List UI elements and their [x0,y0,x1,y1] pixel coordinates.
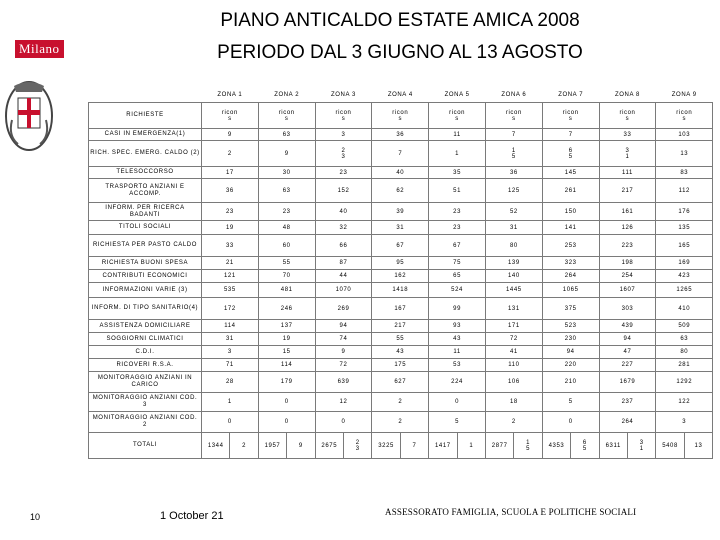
table-cell: 35 [429,167,486,179]
table-cell: 217 [599,179,656,203]
table-row [89,346,713,359]
table-cell: 161 [599,203,656,221]
table-cell: 7 [542,129,599,141]
table-cell: ricon s [258,103,315,129]
table-cell: 19 [258,333,315,346]
table-cell: 410 [656,298,713,320]
totals-cell: 3 1 [627,433,655,459]
table-cell: 18 [485,393,542,412]
table-cell: 423 [656,270,713,283]
table-cell: 51 [429,179,486,203]
table-cell: 43 [429,333,486,346]
table-cell: 5 [429,412,486,433]
totals-cell: 1417 [429,433,457,459]
column-header: ZONA 9 [656,88,713,103]
totals-cell: 9 [287,433,315,459]
table-cell: 12 [315,393,372,412]
table-cell: 165 [656,235,713,257]
table-cell: 6 5 [542,141,599,167]
table-cell: 55 [372,333,429,346]
table-cell: 36 [485,167,542,179]
table-cell: 31 [485,221,542,235]
table-cell: 23 [429,203,486,221]
column-header: ZONA 3 [315,88,372,103]
table-cell: 1 [429,141,486,167]
table-cell: 11 [429,346,486,359]
table-cell: ricon s [542,103,599,129]
table-cell: 524 [429,283,486,298]
header-row [89,88,713,103]
table-cell: 103 [656,129,713,141]
table-cell: 75 [429,257,486,270]
table-cell: 39 [372,203,429,221]
table-cell: 99 [429,298,486,320]
table-cell: 44 [315,270,372,283]
table-cell: 112 [656,179,713,203]
footer-office: ASSESSORATO FAMIGLIA, SCUOLA E POLITICHE SOCIALI [385,507,637,517]
table-cell: 40 [315,203,372,221]
table-cell: 114 [258,359,315,372]
table-cell: 9 [202,129,259,141]
table-cell: 254 [599,270,656,283]
totals-cell: 13 [684,433,712,459]
column-header: ZONA 1 [202,88,259,103]
column-header: ZONA 2 [258,88,315,103]
table-cell: 30 [258,167,315,179]
table-cell: 121 [202,270,259,283]
milano-logo: Milano [15,40,64,58]
table-cell: 94 [315,320,372,333]
table-cell: 523 [542,320,599,333]
table-cell: 15 [258,346,315,359]
totals-cell: 3225 [372,433,400,459]
table-row [89,412,713,433]
row-label: TITOLI SOCIALI [89,221,202,235]
table-cell: 167 [372,298,429,320]
table-cell: 264 [542,270,599,283]
table-cell: 131 [485,298,542,320]
row-label: ASSISTENZA DOMICILIARE [89,320,202,333]
table-cell: 481 [258,283,315,298]
row-label: MONITORAGGIO ANZIANI COD. 2 [89,412,202,433]
table-row [89,167,713,179]
table-cell: 3 [202,346,259,359]
row-label: INFORM. DI TIPO SANITARIO(4) [89,298,202,320]
row-label: INFORMAZIONI VARIE (3) [89,283,202,298]
table-cell: ricon s [656,103,713,129]
row-label: MONITORAGGIO ANZIANI IN CARICO [89,372,202,393]
table-cell: 5 [542,393,599,412]
row-label: TELESOCCORSO [89,167,202,179]
table-cell: 1 5 [485,141,542,167]
table-cell: 111 [599,167,656,179]
table-cell: 43 [372,346,429,359]
row-label: C.D.I. [89,346,202,359]
table-cell: 198 [599,257,656,270]
table-cell: 63 [258,129,315,141]
table-cell: 80 [485,235,542,257]
table-cell: 227 [599,359,656,372]
table-cell: 224 [429,372,486,393]
table-cell: 3 [315,129,372,141]
page-subtitle: PERIODO DAL 3 GIUGNO AL 13 AGOSTO [217,42,583,63]
table-cell: 176 [656,203,713,221]
table-cell: 140 [485,270,542,283]
table-cell: 281 [656,359,713,372]
table-cell: 217 [372,320,429,333]
table-row [89,103,713,129]
row-label: MONITORAGGIO ANZIANI COD. 3 [89,393,202,412]
table-row [89,203,713,221]
table-cell: 9 [315,346,372,359]
table-cell: 2 [202,141,259,167]
table-cell: 9 [258,141,315,167]
table-cell: 0 [542,412,599,433]
table-cell: 122 [656,393,713,412]
table-cell: 36 [202,179,259,203]
table-row [89,359,713,372]
table-cell: ricon s [202,103,259,129]
table-cell: 0 [258,412,315,433]
milano-coat-of-arms-icon [4,80,54,152]
table-cell: 66 [315,235,372,257]
table-cell: 87 [315,257,372,270]
table-cell: 150 [542,203,599,221]
page-title: PIANO ANTICALDO ESTATE AMICA 2008 [220,10,580,31]
row-label: RICHIESTA BUONI SPESA [89,257,202,270]
table-cell: 94 [599,333,656,346]
table-cell: 62 [372,179,429,203]
table-cell: 31 [372,221,429,235]
table-cell: 95 [372,257,429,270]
table-cell: 71 [202,359,259,372]
row-label: RICOVERI R.S.A. [89,359,202,372]
totals-cell: 1957 [258,433,286,459]
table-cell: 23 [202,203,259,221]
row-label: CONTRIBUTI ECONOMICI [89,270,202,283]
table-cell: ricon s [372,103,429,129]
column-header: ZONA 5 [429,88,486,103]
table-cell: 135 [656,221,713,235]
totals-cell: 2675 [315,433,343,459]
table-cell: 0 [202,412,259,433]
table-row [89,270,713,283]
table-cell: 125 [485,179,542,203]
table-cell: 28 [202,372,259,393]
totals-cell: 2 3 [343,433,371,459]
table-cell: 303 [599,298,656,320]
table-cell: 40 [372,167,429,179]
table-cell: 509 [656,320,713,333]
table-cell: 70 [258,270,315,283]
table-cell: 179 [258,372,315,393]
table-cell: 126 [599,221,656,235]
table-cell: 627 [372,372,429,393]
table-row [89,129,713,141]
table-cell: 1418 [372,283,429,298]
table-cell: 0 [429,393,486,412]
table-cell: 0 [258,393,315,412]
table-row [89,393,713,412]
table-cell: 67 [429,235,486,257]
column-header: ZONA 7 [542,88,599,103]
totals-cell: 1 5 [514,433,542,459]
table-cell: 237 [599,393,656,412]
table-cell: 169 [656,257,713,270]
totals-cell: 5408 [656,433,684,459]
column-header: ZONA 8 [599,88,656,103]
table-row [89,320,713,333]
table-cell: 230 [542,333,599,346]
table-cell: 80 [656,346,713,359]
table-cell: 47 [599,346,656,359]
table-cell: 114 [202,320,259,333]
row-label: RICHIESTA PER PASTO CALDO [89,235,202,257]
table-cell: 31 [202,333,259,346]
table-cell: 2 [485,412,542,433]
table-cell: 253 [542,235,599,257]
table-cell: 375 [542,298,599,320]
table-cell: 33 [599,129,656,141]
zone-data-table [88,88,713,459]
table-cell: 72 [485,333,542,346]
table-cell: 23 [258,203,315,221]
table-cell: ricon s [315,103,372,129]
table-row [89,283,713,298]
table-cell: 11 [429,129,486,141]
table-cell: 171 [485,320,542,333]
table-cell: 1065 [542,283,599,298]
table-cell: 139 [485,257,542,270]
table-cell: 19 [202,221,259,235]
table-cell: 55 [258,257,315,270]
table-row [89,141,713,167]
table-cell: 36 [372,129,429,141]
table-cell: 210 [542,372,599,393]
table-cell: 13 [656,141,713,167]
table-row [89,372,713,393]
table-cell: 1 [202,393,259,412]
totals-cell: 4353 [542,433,570,459]
table-cell: 220 [542,359,599,372]
table-cell: 535 [202,283,259,298]
table-cell: 63 [656,333,713,346]
table-row [89,235,713,257]
table-cell: 1445 [485,283,542,298]
totals-cell: 1 [457,433,485,459]
table-cell: 2 [372,412,429,433]
table-cell: 21 [202,257,259,270]
table-cell: 152 [315,179,372,203]
table-row [89,298,713,320]
totals-cell: 2877 [485,433,513,459]
row-label: TRASPORTO ANZIANI E ACCOMP. [89,179,202,203]
table-cell: 106 [485,372,542,393]
table-cell: 1607 [599,283,656,298]
table-cell: 48 [258,221,315,235]
table-cell: 172 [202,298,259,320]
table-cell: 439 [599,320,656,333]
row-label: CASI IN EMERGENZA(1) [89,129,202,141]
row-label: INFORM. PER RICERCA BADANTI [89,203,202,221]
totals-cell: 2 [230,433,258,459]
table-cell: 0 [315,412,372,433]
table-cell: 1292 [656,372,713,393]
table-cell: ricon s [599,103,656,129]
table-cell: 162 [372,270,429,283]
totals-row [89,433,713,459]
table-row [89,179,713,203]
totals-cell: 7 [400,433,428,459]
table-cell: 269 [315,298,372,320]
table-cell: 3 1 [599,141,656,167]
column-header: ZONA 6 [485,88,542,103]
table-cell: 261 [542,179,599,203]
table-cell: 141 [542,221,599,235]
table-cell: 32 [315,221,372,235]
row-label: SOGGIORNI CLIMATICI [89,333,202,346]
row-label: RICHIESTE [89,103,202,129]
table-cell: 94 [542,346,599,359]
table-cell: 145 [542,167,599,179]
table-cell: 23 [429,221,486,235]
table-cell: 41 [485,346,542,359]
table-cell: 83 [656,167,713,179]
table-cell: 65 [429,270,486,283]
table-cell: 1070 [315,283,372,298]
table-cell: 33 [202,235,259,257]
table-cell: 17 [202,167,259,179]
table-row [89,333,713,346]
table-cell: 74 [315,333,372,346]
totals-label: TOTALI [89,433,202,459]
totals-cell: 1344 [202,433,230,459]
table-row [89,257,713,270]
table-cell: 175 [372,359,429,372]
table-cell: 53 [429,359,486,372]
totals-cell: 6311 [599,433,627,459]
table-cell: 52 [485,203,542,221]
table-cell: 137 [258,320,315,333]
table-cell: 1265 [656,283,713,298]
footer-date: 1 October 21 [160,510,224,522]
table-cell: 63 [258,179,315,203]
table-cell: 7 [372,141,429,167]
column-header: ZONA 4 [372,88,429,103]
table-cell: ricon s [485,103,542,129]
table-cell: 7 [485,129,542,141]
totals-cell: 6 5 [571,433,599,459]
table-cell: ricon s [429,103,486,129]
table-cell: 246 [258,298,315,320]
table-cell: 60 [258,235,315,257]
table-cell: 1679 [599,372,656,393]
table-cell: 323 [542,257,599,270]
table-row [89,221,713,235]
table-cell: 2 3 [315,141,372,167]
table-cell: 110 [485,359,542,372]
table-cell: 23 [315,167,372,179]
table-cell: 223 [599,235,656,257]
table-cell: 2 [372,393,429,412]
corner-cell [89,88,202,103]
row-label: RICH. SPEC. EMERG. CALDO (2) [89,141,202,167]
table-cell: 639 [315,372,372,393]
table-cell: 72 [315,359,372,372]
table-cell: 264 [599,412,656,433]
table-cell: 93 [429,320,486,333]
table-cell: 67 [372,235,429,257]
table-cell: 3 [656,412,713,433]
page-number: 10 [30,512,41,522]
